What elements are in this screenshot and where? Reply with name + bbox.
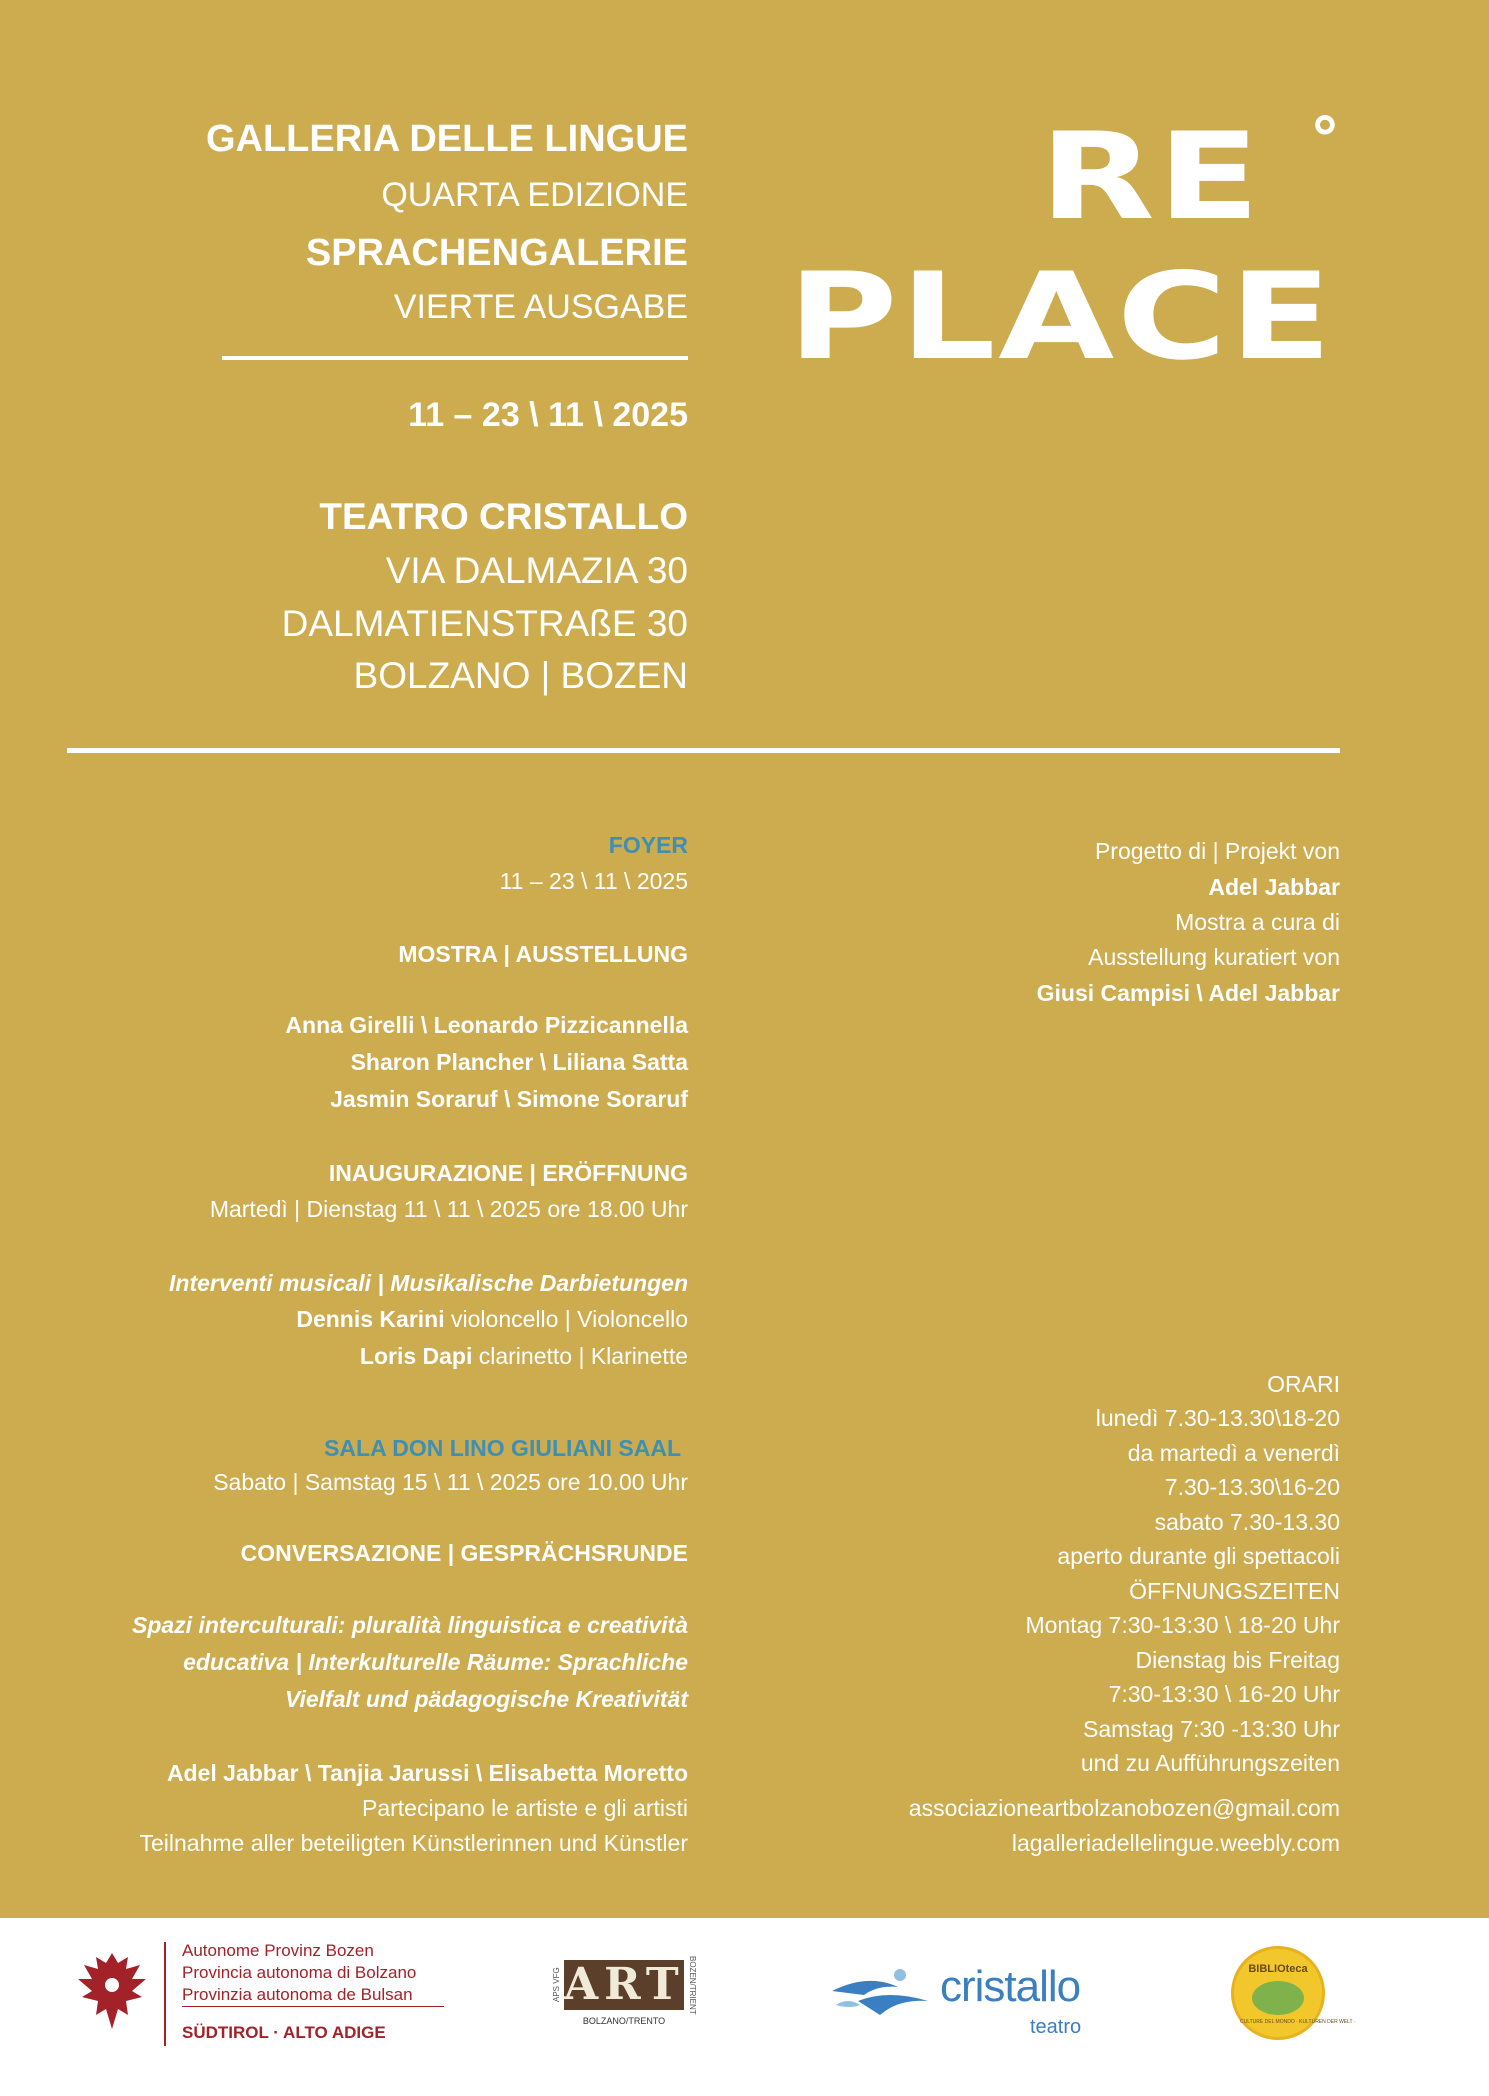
participants-note-it: Partecipano le artiste e gli artisti	[362, 1795, 688, 1821]
opening-date: Martedì | Dienstag 11 \ 11 \ 2025 ore 18.00 Uhr	[209, 1196, 688, 1222]
venue-city: BOLZANO | BOZEN	[353, 655, 688, 696]
speakers: Adel Jabbar \ Tanjia Jarussi \ Elisabetta Moretto	[166, 1760, 688, 1786]
venue-name: TEATRO CRISTALLO	[319, 496, 688, 537]
musician-1-name: Dennis Karini	[296, 1306, 445, 1332]
hours-line: aperto durante gli spettacoli	[1057, 1543, 1340, 1569]
province-divider	[164, 1942, 166, 2046]
art-city: BOLZANO/TRENTO	[582, 2016, 666, 2026]
eagle-icon	[72, 1945, 152, 2035]
hours-line: 7:30-13:30 \ 16-20 Uhr	[1108, 1681, 1340, 1707]
curated-label-de: Ausstellung kuratiert von	[1088, 944, 1340, 970]
logo-place: PLACE	[787, 248, 1334, 387]
hours-line: Samstag 7:30 -13:30 Uhr	[1083, 1716, 1340, 1742]
musician-2-name: Loris Dapi	[359, 1343, 473, 1369]
hours-line: sabato 7.30-13.30	[1154, 1509, 1340, 1535]
cristallo-name: cristallo	[940, 1962, 1081, 2011]
event-dates: 11 – 23 \ 11 \ 2025	[408, 396, 688, 434]
hours-line: lunedì 7.30-13.30\18-20	[1095, 1405, 1340, 1431]
venue-address-it: VIA DALMAZIA 30	[385, 550, 688, 591]
art-name: ART	[564, 1959, 685, 2010]
biblioteca-name: BIBLIOteca	[1248, 1963, 1308, 1975]
foyer-dates: 11 – 23 \ 11 \ 2025	[499, 868, 688, 894]
opening-label: INAUGURAZIONE | ERÖFFNUNG	[328, 1160, 688, 1186]
website-link[interactable]: lagalleriadellelingue.weebly.com	[1011, 1830, 1340, 1856]
project-author: Adel Jabbar	[1208, 874, 1340, 900]
participants-note-de: Teilnahme aller beteiligten Künstlerinnen und Künstler	[139, 1830, 688, 1856]
topic-line-3: Vielfalt und pädagogische Kreativität	[284, 1686, 688, 1712]
logo-re: RE	[1039, 108, 1262, 247]
province-name	[182, 1940, 416, 2044]
edition-de: VIERTE AUSGABE	[393, 288, 688, 326]
edition-it: QUARTA EDIZIONE	[381, 176, 688, 214]
province-line-lad: Provinzia autonoma de Bulsan	[182, 1985, 413, 2004]
title-de: SPRACHENGALERIE	[305, 232, 688, 274]
hours-line: und zu Aufführungszeiten	[1080, 1750, 1340, 1776]
topic-line-2: educativa | Interkulturelle Räume: Sprachliche	[183, 1649, 688, 1675]
hours-line: 7.30-13.30\16-20	[1164, 1474, 1340, 1500]
art-org: APS VFG	[552, 1967, 561, 2002]
conversation-label: CONVERSAZIONE | GESPRÄCHSRUNDE	[240, 1540, 688, 1566]
sala-date: Sabato | Samstag 15 \ 11 \ 2025 ore 10.00 Uhr	[213, 1469, 688, 1495]
art-city-side: BOZEN/TRIENT	[688, 1956, 697, 2015]
exhibition-label: MOSTRA | AUSSTELLUNG	[398, 941, 688, 967]
artists-line-3: Jasmin Soraruf \ Simone Soraruf	[330, 1086, 688, 1112]
contact-email[interactable]: associazioneartbolzanobozen@gmail.com	[908, 1795, 1340, 1821]
biblioteca-ring: CULTURE DEL MONDO · KULTUREN DER WELT ·	[1240, 2019, 1356, 2025]
hours-line: Montag 7:30-13:30 \ 18-20 Uhr	[1025, 1612, 1340, 1638]
project-label: Progetto di | Projekt von	[1094, 838, 1340, 864]
musician-1-instrument: violoncello | Violoncello	[444, 1306, 688, 1332]
hours-line: ORARI	[1267, 1371, 1340, 1397]
musician-2-instrument: clarinetto | Klarinette	[472, 1343, 688, 1369]
hours-line: Dienstag bis Freitag	[1135, 1647, 1340, 1673]
curators: Giusi Campisi \ Adel Jabbar	[1036, 980, 1340, 1006]
art-logo	[552, 1942, 702, 2042]
topic-line-1: Spazi interculturali: pluralità linguistica e creatività	[132, 1612, 688, 1638]
title-it: GALLERIA DELLE LINGUE	[205, 118, 688, 160]
province-region: SÜDTIROL · ALTO ADIGE	[182, 2023, 386, 2042]
logo-degree: °	[1310, 105, 1340, 175]
curated-label-it: Mostra a cura di	[1175, 909, 1340, 935]
foyer-label: FOYER	[608, 832, 688, 858]
cristallo-sub: teatro	[1030, 2016, 1082, 2038]
biblioteca-logo	[1231, 1946, 1356, 2040]
cristallo-swirl-icon	[828, 1965, 940, 2025]
main-divider	[67, 748, 1340, 753]
music-title: Interventi musicali | Musikalische Darbietungen	[169, 1270, 688, 1296]
hours-line: ÖFFNUNGSZEITEN	[1129, 1578, 1340, 1604]
musician-2	[0, 1343, 688, 1370]
hours-line: da martedì a venerdì	[1127, 1440, 1340, 1466]
sala-label: SALA DON LINO GIULIANI SAAL	[324, 1435, 681, 1461]
province-separator	[182, 2006, 444, 2007]
artists-line-2: Sharon Plancher \ Liliana Satta	[350, 1049, 688, 1075]
header-divider	[222, 356, 688, 360]
artists-line-1: Anna Girelli \ Leonardo Pizzicannella	[285, 1012, 688, 1038]
musician-1	[0, 1306, 688, 1333]
globe-icon	[1252, 1981, 1304, 2015]
province-line-de: Autonome Provinz Bozen	[182, 1941, 374, 1960]
venue-address-de: DALMATIENSTRAßE 30	[281, 603, 688, 644]
province-line-it: Provincia autonoma di Bolzano	[182, 1963, 417, 1982]
